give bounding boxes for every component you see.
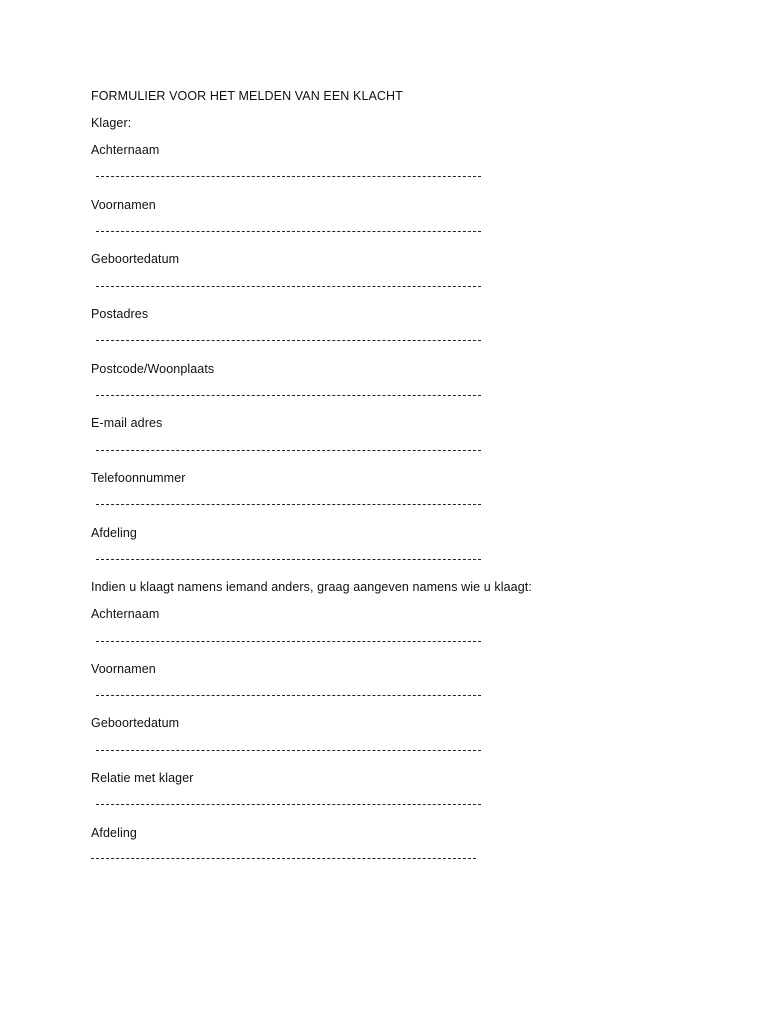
behalf-input-line-voornamen[interactable]	[96, 695, 481, 696]
behalf-label-achternaam: Achternaam	[91, 607, 160, 621]
input-line-telefoonnummer[interactable]	[96, 504, 481, 505]
field-label-email: E-mail adres	[91, 416, 163, 430]
behalf-heading: Indien u klaagt namens iemand anders, graag aangeven namens wie u klaagt:	[91, 580, 532, 594]
behalf-input-line-relatie[interactable]	[96, 804, 481, 805]
field-label-postcode-woonplaats: Postcode/Woonplaats	[91, 362, 215, 376]
input-line-postcode-woonplaats[interactable]	[96, 395, 481, 396]
behalf-input-line-afdeling[interactable]	[91, 858, 476, 859]
input-line-postadres[interactable]	[96, 340, 481, 341]
behalf-input-line-geboortedatum[interactable]	[96, 750, 481, 751]
input-line-email[interactable]	[96, 450, 481, 451]
behalf-label-voornamen: Voornamen	[91, 662, 156, 676]
input-line-afdeling[interactable]	[96, 559, 481, 560]
input-line-achternaam[interactable]	[96, 176, 481, 177]
field-label-afdeling: Afdeling	[91, 526, 137, 540]
input-line-geboortedatum[interactable]	[96, 286, 481, 287]
field-label-telefoonnummer: Telefoonnummer	[91, 471, 186, 485]
complainant-heading: Klager:	[91, 116, 132, 130]
behalf-input-line-achternaam[interactable]	[96, 641, 481, 642]
behalf-label-afdeling: Afdeling	[91, 826, 137, 840]
field-label-voornamen: Voornamen	[91, 198, 156, 212]
field-label-geboortedatum: Geboortedatum	[91, 252, 180, 266]
field-label-postadres: Postadres	[91, 307, 149, 321]
input-line-voornamen[interactable]	[96, 231, 481, 232]
behalf-label-relatie: Relatie met klager	[91, 771, 194, 785]
behalf-label-geboortedatum: Geboortedatum	[91, 716, 180, 730]
field-label-achternaam: Achternaam	[91, 143, 160, 157]
form-title: FORMULIER VOOR HET MELDEN VAN EEN KLACHT	[91, 89, 403, 103]
